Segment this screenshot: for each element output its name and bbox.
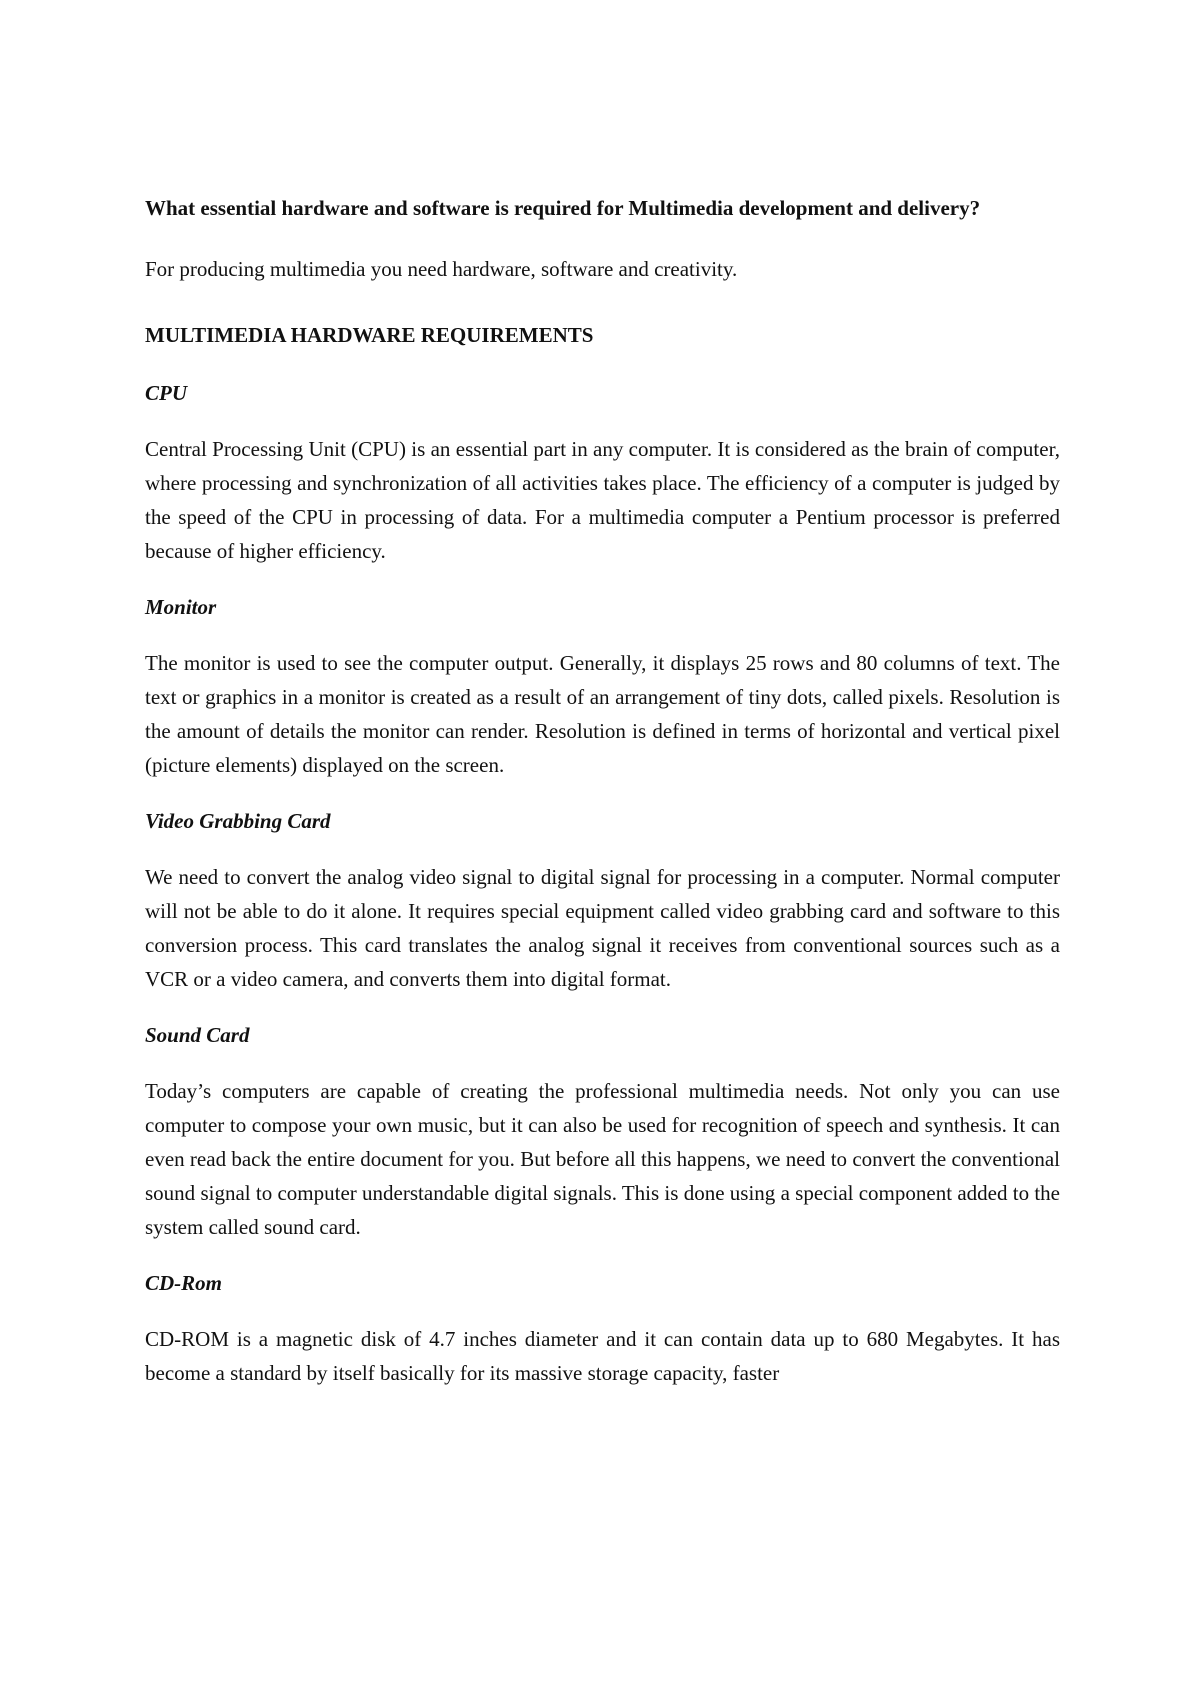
paragraph-monitor: The monitor is used to see the computer output. Generally, it displays 25 rows and 80 columns of text. The text or graphics in a monitor is created as a result of an arrangement of tiny dots, called pixels. Resolution is the amount of details the monitor can render. Resolution is defined in terms of horizontal and vertical pixel (picture elements) displayed on the screen. xyxy=(145,651,1060,777)
document-page xyxy=(145,196,1060,1412)
intro-paragraph: For producing multimedia you need hardware, software and creativity. xyxy=(145,257,738,281)
paragraph-sound-card: Today’s computers are capable of creating the professional multimedia needs. Not only you can use computer to compose your own music, but it can also be used for recognition of speech and synthesis. It can even read back the entire document for you. But before all this happens, we need to convert the conventional sound signal to computer understandable digital signals. This is done using a special component added to the system called sound card. xyxy=(145,1079,1060,1239)
subheading-monitor: Monitor xyxy=(145,595,217,619)
subheading-cpu: CPU xyxy=(145,381,187,405)
paragraph-video-grabbing-card: We need to convert the analog video signal to digital signal for processing in a computer. Normal computer will not be able to do it alone. It requires special equipment called video grabbing card and software to this conversion process. This card translates the analog signal it receives from conventional sources such as a VCR or a video camera, and converts them into digital format. xyxy=(145,865,1060,991)
paragraph-cpu: Central Processing Unit (CPU) is an essential part in any computer. It is considered as the brain of computer, where processing and synchronization of all activities takes place. The efficiency of a computer is judged by the speed of the CPU in processing of data. For a multimedia computer a Pentium processor is preferred because of higher efficiency. xyxy=(145,437,1060,563)
section-heading-hardware: MULTIMEDIA HARDWARE REQUIREMENTS xyxy=(145,323,594,347)
paragraph-cd-rom: CD-ROM is a magnetic disk of 4.7 inches diameter and it can contain data up to 680 Megabytes. It has become a standard by itself basically for its massive storage capacity, faster xyxy=(145,1327,1060,1385)
subheading-cd-rom: CD-Rom xyxy=(145,1271,223,1295)
subheading-video-grabbing-card: Video Grabbing Card xyxy=(145,809,331,833)
document-title: What essential hardware and software is required for Multimedia development and delivery? xyxy=(145,196,981,220)
subheading-sound-card: Sound Card xyxy=(145,1023,250,1047)
